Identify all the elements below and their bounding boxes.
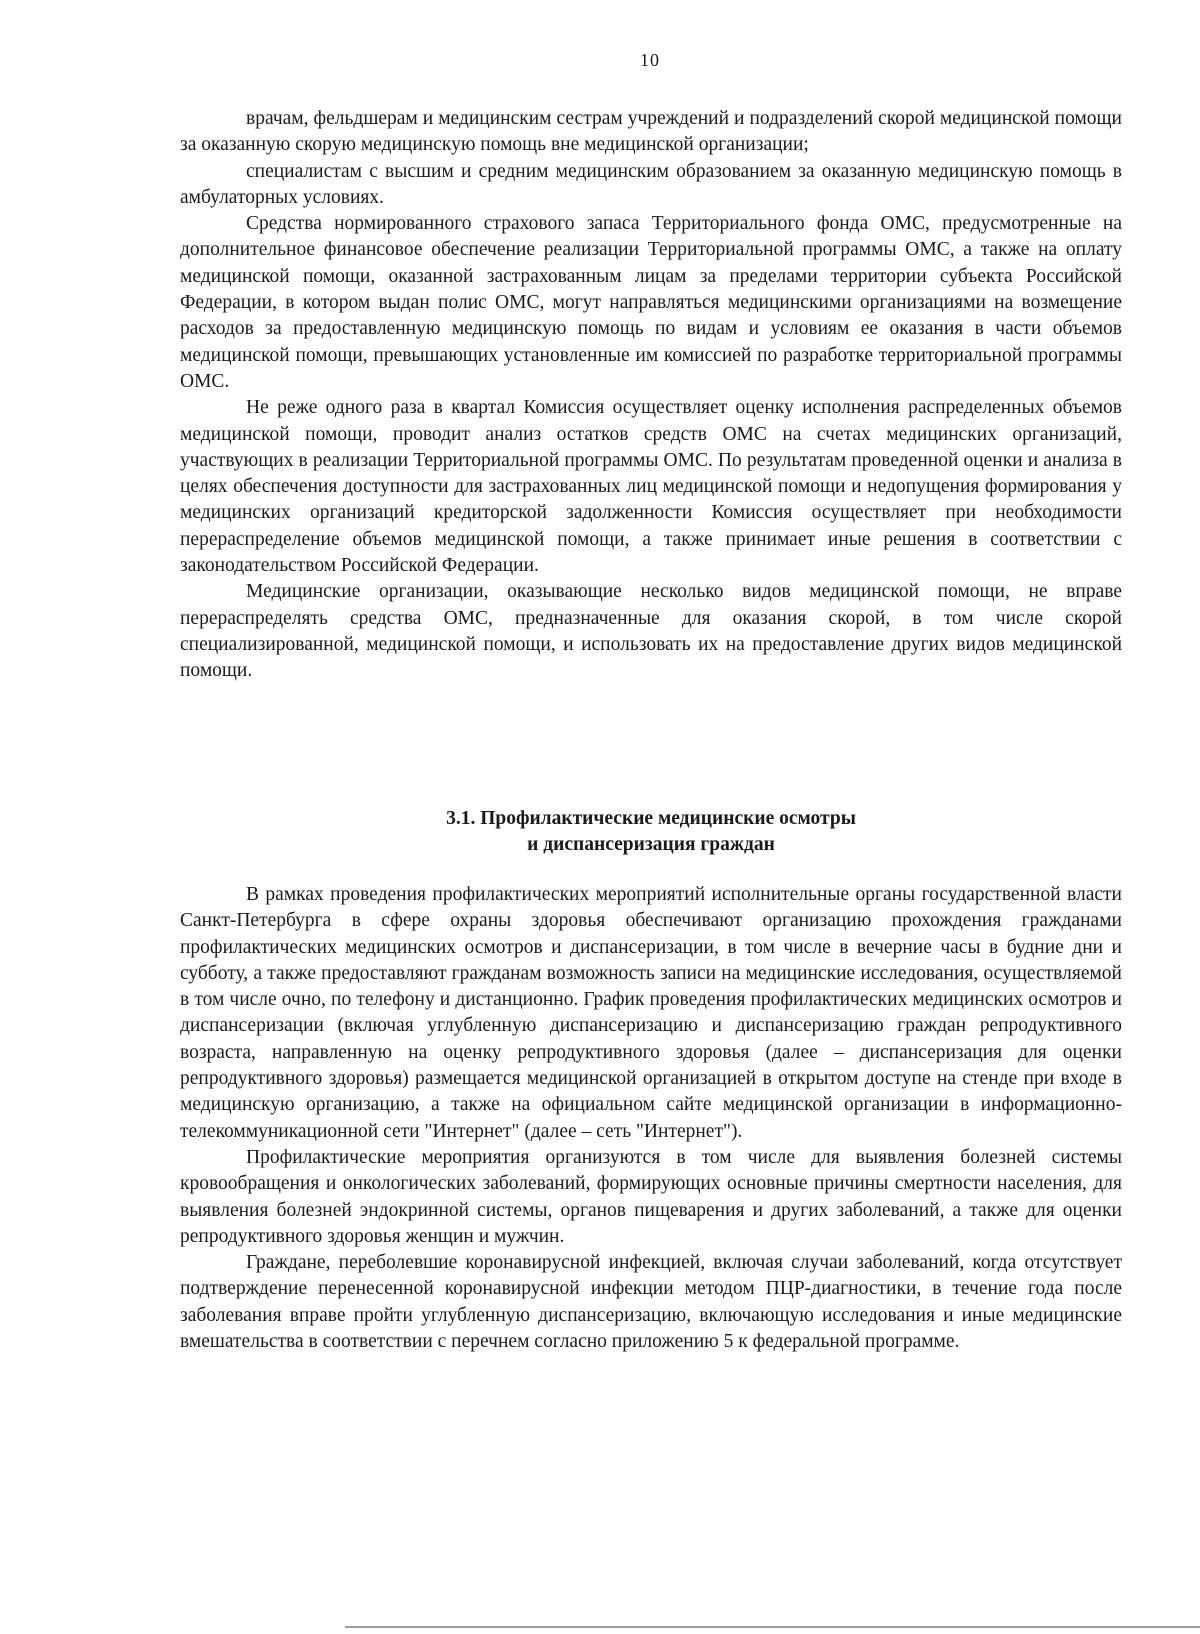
paragraph-preventive-goals: Профилактические мероприятия организуются в том числе для выявления болезней системы кровообращения и онкологических заболеваний, формирующих основные причины смертности населения, для выявления болезней эндокринной системы, органов пищеварения и других заболеваний, а также для оценки репродуктивного здоровья женщин и мужчин. [180, 1146, 1122, 1247]
paragraph-covid-dispensary: Граждане, переболевшие коронавирусной инфекцией, включая случаи заболеваний, когда отсутствует подтверждение перенесенной коронавирусной инфекции методом ПЦР-диагностики, в течение года после заболевания вправе пройти углубленную диспансеризацию, включающую исследования и иные медицинские вмешательства в соответствии с перечнем согласно приложению 5 к федеральной программе. [180, 1252, 1122, 1353]
paragraph-insurance-reserve: Средства нормированного страхового запаса Территориального фонда ОМС, предусмотренные на дополнительное финансовое обеспечение реализации Территориальной программы ОМС, а также на оплату медицинской помощи, оказанной застрахованным лицам за пределами территории субъекта Российской Федерации, в котором выдан полис ОМС, могут направляться медицинскими организациями на возмещение расходов за предоставленную медицинскую помощь по видам и условиям ее оказания в части объемов медицинской помощи, превышающих установленные им комиссией по разработке территориальной программы ОМС. [180, 213, 1122, 392]
section-heading [180, 806, 1122, 858]
top-text-block [180, 106, 1122, 685]
section-heading-line-1: 3.1. Профилактические медицинские осмотры [446, 808, 856, 829]
bottom-text-block [180, 882, 1122, 1355]
paragraph-list-item-ambulance: врачам, фельдшерам и медицинским сестрам учреждений и подразделений скорой медицинской помощи за оказанную скорую медицинскую помощь вне медицинской организации; [180, 108, 1122, 156]
paragraph-funds-redistribution: Медицинские организации, оказывающие несколько видов медицинской помощи, не вправе перераспределять средства ОМС, предназначенные для оказания скорой, в том числе скорой специализированной, медицинской помощи, и использовать их на предоставление других видов медицинской помощи. [180, 581, 1122, 682]
paragraph-list-item-specialists: специалистам с высшим и средним медицинским образованием за оказанную медицинскую помощь в амбулаторных условиях. [180, 160, 1122, 208]
paragraph-preventive-measures: В рамках проведения профилактических мероприятий исполнительные органы государственной власти Санкт-Петербурга в сфере охраны здоровья обеспечивают организацию прохождения гражданами профилактических медицинских осмотров и диспансеризации, в том числе в вечерние часы в будние дни и субботу, а также предоставляют гражданам возможность записи на медицинские исследования, осуществляемой в том числе очно, по телефону и дистанционно. График проведения профилактических медицинских осмотров и диспансеризации (включая углубленную диспансеризацию и диспансеризацию граждан репродуктивного возраста, направленную на оценку репродуктивного здоровья (далее – диспансеризация для оценки репродуктивного здоровья) размещается медицинской организацией в открытом доступе на стенде при входе в медицинскую организацию, а также на официальном сайте медицинской организации в информационно-телекоммуникационной сети "Интернет" (далее – сеть "Интернет"). [180, 884, 1122, 1142]
paragraph-commission-review: Не реже одного раза в квартал Комиссия осуществляет оценку исполнения распределенных объемов медицинской помощи, проводит анализ остатков средств ОМС на счетах медицинских организаций, участвующих в реализации Территориальной программы ОМС. По результатам проведенной оценки и анализа в целях обеспечения доступности для застрахованных лиц медицинской помощи и недопущения формирования у медицинских организаций кредиторской задолженности Комиссия осуществляет при необходимости перераспределение объемов медицинской помощи, а также принимает иные решения в соответствии с законодательством Российской Федерации. [180, 397, 1122, 577]
page-number: 10 [640, 50, 660, 70]
scan-edge-line [345, 1626, 1200, 1628]
section-heading-line-2: и диспансеризация граждан [527, 834, 775, 855]
